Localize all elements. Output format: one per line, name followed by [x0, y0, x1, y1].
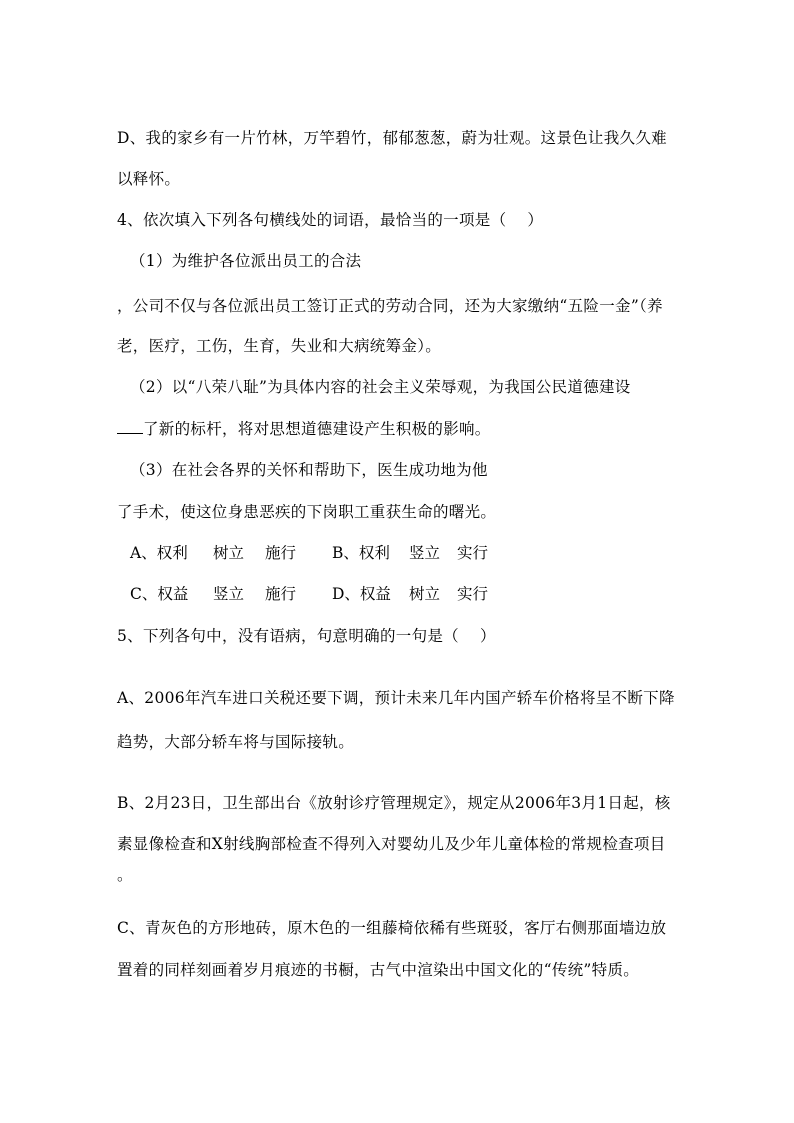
q4-option-c-word1: C、权益: [130, 585, 189, 603]
q5-option-b-line2: 素显像检查和X射线胸部检查不得列入对婴幼儿及少年儿童体检的常规检查项目: [117, 835, 666, 853]
q4-option-b-word3: 实行: [457, 544, 489, 562]
q3-option-d-line2: 以释怀。: [117, 170, 181, 188]
q4-option-a-word3: 施行: [265, 544, 297, 562]
q4-sentence-2-line1: （2）以“八荣八耻”为具体内容的社会主义荣辱观，为我国公民道德建设: [130, 378, 631, 396]
q5-option-a-line1: A、2006年汽车进口关税还要下调，预计未来几年内国产轿车价格将呈不断下降: [117, 689, 675, 707]
q5-option-c-line1: C、青灰色的方形地砖，原木色的一组藤椅依稀有些斑驳，客厅右侧那面墙边放: [117, 919, 667, 937]
q4-sentence-2-line2-wrapper: [117, 419, 491, 439]
q5-option-a-line2: 趋势，大部分轿车将与国际接轨。: [117, 733, 355, 751]
q3-option-d-line1: D、我的家乡有一片竹林，万竿碧竹，郁郁葱葱，蔚为壮观。这景色让我久久难: [117, 129, 667, 147]
q5-option-b-line3: 。: [117, 866, 133, 884]
q4-sentence-1-line1: （1）为维护各位派出员工的合法: [130, 252, 362, 270]
q4-option-d-word1: D、权益: [332, 585, 391, 603]
q4-option-a-word2: 树立: [213, 544, 245, 562]
q4-option-a-word1: A、权利: [130, 544, 188, 562]
q4-sentence-2-line2: 了新的标杆，将对思想道德建设产生积极的影响。: [143, 420, 491, 438]
q5-option-c-line2: 置着的同样刻画着岁月痕迹的书橱，古气中渲染出中国文化的“传统”特质。: [117, 961, 640, 979]
q4-sentence-3-line1: （3）在社会各界的关怀和帮助下，医生成功地为他: [130, 461, 488, 479]
q4-sentence-1-line3: 老，医疗，工伤，生育，失业和大病统筹金）。: [117, 337, 442, 355]
q4-option-d-word2: 树立: [409, 585, 441, 603]
q5-option-b-line1: B、2月23日，卫生部出台《放射诊疗管理规定》，规定从2006年3月1日起，核: [117, 794, 671, 812]
question-4-stem: 4、依次填入下列各句横线处的词语，最恰当的一项是（ ）: [117, 211, 544, 229]
q4-option-b-word2: 竖立: [409, 544, 441, 562]
q4-option-c-word2: 竖立: [213, 585, 245, 603]
q4-sentence-3-line2: 了手术，使这位身患恶疾的下岗职工重获生命的曙光。: [117, 503, 497, 521]
q4-option-d-word3: 实行: [457, 585, 489, 603]
q4-option-b-word1: B、权利: [332, 544, 390, 562]
question-5-stem: 5、下列各句中，没有语病，句意明确的一句是（ ）: [117, 627, 496, 645]
q4-sentence-1-line2: ，公司不仅与各位派出员工签订正式的劳动合同，还为大家缴纳“五险一金”（养: [117, 297, 663, 315]
fill-blank: [117, 419, 143, 434]
q4-option-c-word3: 施行: [265, 585, 297, 603]
